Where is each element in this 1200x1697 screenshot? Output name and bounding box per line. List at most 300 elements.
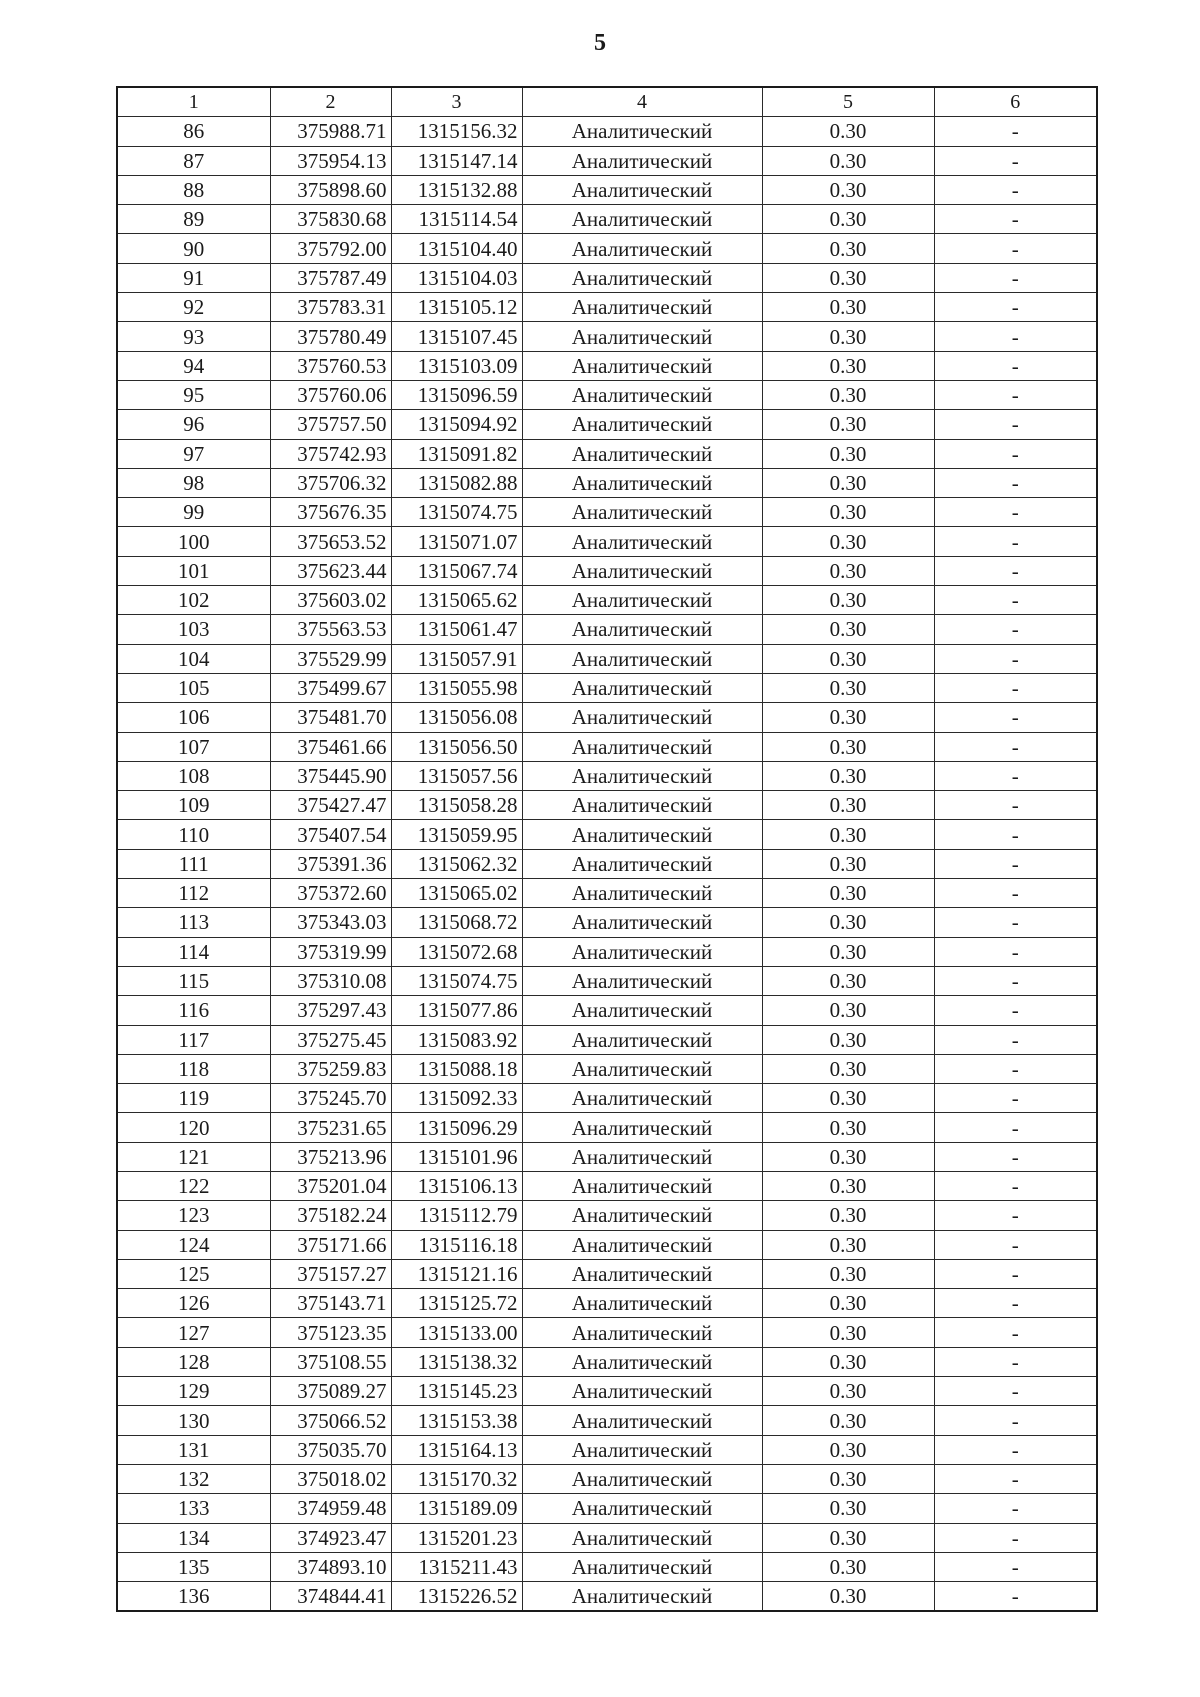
cell-y: 1315125.72 (391, 1289, 522, 1318)
cell-accuracy: 0.30 (762, 849, 934, 878)
cell-x: 375343.03 (270, 908, 391, 937)
cell-note: - (934, 1113, 1097, 1142)
cell-note: - (934, 1523, 1097, 1552)
cell-note: - (934, 908, 1097, 937)
table-row (117, 1113, 1097, 1142)
cell-method: Аналитический (522, 615, 762, 644)
cell-note: - (934, 879, 1097, 908)
table-row (117, 1582, 1097, 1612)
cell-method: Аналитический (522, 966, 762, 995)
cell-x: 375427.47 (270, 791, 391, 820)
table-row (117, 615, 1097, 644)
cell-note: - (934, 351, 1097, 380)
cell-note: - (934, 1259, 1097, 1288)
cell-point-number: 97 (117, 439, 270, 468)
cell-point-number: 86 (117, 117, 270, 146)
table-row (117, 820, 1097, 849)
cell-point-number: 92 (117, 293, 270, 322)
table-row (117, 879, 1097, 908)
cell-point-number: 112 (117, 879, 270, 908)
cell-accuracy: 0.30 (762, 703, 934, 732)
cell-note: - (934, 527, 1097, 556)
cell-note: - (934, 556, 1097, 585)
cell-accuracy: 0.30 (762, 468, 934, 497)
table-row (117, 1523, 1097, 1552)
cell-note: - (934, 966, 1097, 995)
cell-accuracy: 0.30 (762, 1582, 934, 1612)
cell-accuracy: 0.30 (762, 761, 934, 790)
cell-method: Аналитический (522, 644, 762, 673)
page-number: 5 (594, 30, 606, 56)
cell-note: - (934, 1025, 1097, 1054)
table-row (117, 1054, 1097, 1083)
cell-y: 1315133.00 (391, 1318, 522, 1347)
table-row (117, 1259, 1097, 1288)
cell-y: 1315145.23 (391, 1377, 522, 1406)
cell-accuracy: 0.30 (762, 117, 934, 146)
cell-method: Аналитический (522, 205, 762, 234)
cell-y: 1315114.54 (391, 205, 522, 234)
cell-method: Аналитический (522, 1347, 762, 1376)
cell-note: - (934, 380, 1097, 409)
cell-y: 1315071.07 (391, 527, 522, 556)
coordinates-table (116, 86, 1098, 1612)
header-cell-y: 3 (391, 87, 522, 117)
table-row (117, 146, 1097, 175)
cell-method: Аналитический (522, 1171, 762, 1200)
cell-x: 375391.36 (270, 849, 391, 878)
cell-point-number: 101 (117, 556, 270, 585)
cell-method: Аналитический (522, 1113, 762, 1142)
cell-y: 1315104.40 (391, 234, 522, 263)
cell-accuracy: 0.30 (762, 996, 934, 1025)
cell-accuracy: 0.30 (762, 644, 934, 673)
cell-note: - (934, 791, 1097, 820)
cell-method: Аналитический (522, 586, 762, 615)
cell-point-number: 113 (117, 908, 270, 937)
cell-point-number: 127 (117, 1318, 270, 1347)
cell-note: - (934, 498, 1097, 527)
header-cell-point-number: 1 (117, 87, 270, 117)
cell-note: - (934, 293, 1097, 322)
cell-note: - (934, 1406, 1097, 1435)
cell-point-number: 121 (117, 1142, 270, 1171)
cell-accuracy: 0.30 (762, 879, 934, 908)
cell-y: 1315065.62 (391, 586, 522, 615)
table-row (117, 1084, 1097, 1113)
cell-method: Аналитический (522, 146, 762, 175)
cell-note: - (934, 673, 1097, 702)
cell-accuracy: 0.30 (762, 615, 934, 644)
cell-note: - (934, 1289, 1097, 1318)
cell-method: Аналитический (522, 1552, 762, 1581)
cell-point-number: 111 (117, 849, 270, 878)
cell-point-number: 124 (117, 1230, 270, 1259)
cell-accuracy: 0.30 (762, 1025, 934, 1054)
cell-point-number: 100 (117, 527, 270, 556)
table-row (117, 175, 1097, 204)
table-row (117, 351, 1097, 380)
cell-point-number: 110 (117, 820, 270, 849)
cell-accuracy: 0.30 (762, 293, 934, 322)
table-row (117, 732, 1097, 761)
cell-point-number: 130 (117, 1406, 270, 1435)
cell-y: 1315092.33 (391, 1084, 522, 1113)
cell-x: 375787.49 (270, 263, 391, 292)
table-row (117, 761, 1097, 790)
cell-y: 1315132.88 (391, 175, 522, 204)
cell-method: Аналитический (522, 1494, 762, 1523)
cell-x: 375445.90 (270, 761, 391, 790)
cell-point-number: 89 (117, 205, 270, 234)
cell-accuracy: 0.30 (762, 1494, 934, 1523)
cell-accuracy: 0.30 (762, 439, 934, 468)
cell-note: - (934, 234, 1097, 263)
table-row (117, 1318, 1097, 1347)
cell-y: 1315147.14 (391, 146, 522, 175)
table-row (117, 1171, 1097, 1200)
cell-point-number: 95 (117, 380, 270, 409)
table-row (117, 1201, 1097, 1230)
cell-note: - (934, 1552, 1097, 1581)
cell-note: - (934, 849, 1097, 878)
cell-y: 1315106.13 (391, 1171, 522, 1200)
cell-y: 1315094.92 (391, 410, 522, 439)
cell-note: - (934, 1054, 1097, 1083)
table-row (117, 556, 1097, 585)
table-row (117, 498, 1097, 527)
cell-method: Аналитический (522, 468, 762, 497)
cell-y: 1315077.86 (391, 996, 522, 1025)
cell-point-number: 120 (117, 1113, 270, 1142)
cell-method: Аналитический (522, 879, 762, 908)
table-row (117, 996, 1097, 1025)
cell-y: 1315067.74 (391, 556, 522, 585)
cell-method: Аналитический (522, 703, 762, 732)
cell-accuracy: 0.30 (762, 146, 934, 175)
cell-note: - (934, 1084, 1097, 1113)
cell-point-number: 116 (117, 996, 270, 1025)
cell-point-number: 131 (117, 1435, 270, 1464)
cell-x: 375275.45 (270, 1025, 391, 1054)
cell-x: 375757.50 (270, 410, 391, 439)
cell-x: 375563.53 (270, 615, 391, 644)
cell-y: 1315164.13 (391, 1435, 522, 1464)
table-row (117, 1552, 1097, 1581)
cell-method: Аналитический (522, 791, 762, 820)
cell-x: 375245.70 (270, 1084, 391, 1113)
cell-accuracy: 0.30 (762, 1142, 934, 1171)
cell-x: 375157.27 (270, 1259, 391, 1288)
cell-method: Аналитический (522, 234, 762, 263)
table-row (117, 1230, 1097, 1259)
cell-x: 375123.35 (270, 1318, 391, 1347)
cell-point-number: 108 (117, 761, 270, 790)
cell-point-number: 98 (117, 468, 270, 497)
cell-note: - (934, 1377, 1097, 1406)
table-row (117, 439, 1097, 468)
cell-x: 374959.48 (270, 1494, 391, 1523)
cell-method: Аналитический (522, 117, 762, 146)
header-cell-accuracy: 5 (762, 87, 934, 117)
cell-x: 375603.02 (270, 586, 391, 615)
cell-accuracy: 0.30 (762, 1318, 934, 1347)
cell-x: 375623.44 (270, 556, 391, 585)
cell-point-number: 134 (117, 1523, 270, 1552)
cell-method: Аналитический (522, 673, 762, 702)
cell-y: 1315055.98 (391, 673, 522, 702)
cell-x: 375372.60 (270, 879, 391, 908)
cell-point-number: 128 (117, 1347, 270, 1376)
cell-method: Аналитический (522, 527, 762, 556)
cell-accuracy: 0.30 (762, 1113, 934, 1142)
cell-accuracy: 0.30 (762, 908, 934, 937)
cell-y: 1315056.50 (391, 732, 522, 761)
cell-x: 375213.96 (270, 1142, 391, 1171)
cell-x: 375143.71 (270, 1289, 391, 1318)
cell-method: Аналитический (522, 380, 762, 409)
table-row (117, 791, 1097, 820)
cell-point-number: 114 (117, 937, 270, 966)
cell-accuracy: 0.30 (762, 1406, 934, 1435)
cell-x: 375231.65 (270, 1113, 391, 1142)
cell-x: 375089.27 (270, 1377, 391, 1406)
cell-method: Аналитический (522, 1289, 762, 1318)
cell-note: - (934, 1230, 1097, 1259)
cell-note: - (934, 1435, 1097, 1464)
cell-x: 375783.31 (270, 293, 391, 322)
cell-accuracy: 0.30 (762, 175, 934, 204)
cell-note: - (934, 1171, 1097, 1200)
table-row (117, 468, 1097, 497)
cell-note: - (934, 1318, 1097, 1347)
cell-method: Аналитический (522, 996, 762, 1025)
cell-y: 1315189.09 (391, 1494, 522, 1523)
cell-y: 1315074.75 (391, 966, 522, 995)
cell-method: Аналитический (522, 1142, 762, 1171)
cell-accuracy: 0.30 (762, 322, 934, 351)
cell-y: 1315211.43 (391, 1552, 522, 1581)
cell-x: 375792.00 (270, 234, 391, 263)
cell-y: 1315065.02 (391, 879, 522, 908)
cell-note: - (934, 205, 1097, 234)
cell-x: 375529.99 (270, 644, 391, 673)
cell-y: 1315104.03 (391, 263, 522, 292)
cell-x: 375407.54 (270, 820, 391, 849)
cell-point-number: 96 (117, 410, 270, 439)
table-row (117, 293, 1097, 322)
cell-accuracy: 0.30 (762, 1435, 934, 1464)
cell-y: 1315059.95 (391, 820, 522, 849)
cell-note: - (934, 117, 1097, 146)
cell-accuracy: 0.30 (762, 1347, 934, 1376)
cell-point-number: 119 (117, 1084, 270, 1113)
cell-accuracy: 0.30 (762, 263, 934, 292)
cell-accuracy: 0.30 (762, 586, 934, 615)
cell-y: 1315105.12 (391, 293, 522, 322)
cell-point-number: 94 (117, 351, 270, 380)
cell-method: Аналитический (522, 761, 762, 790)
cell-method: Аналитический (522, 937, 762, 966)
table-row (117, 849, 1097, 878)
cell-point-number: 93 (117, 322, 270, 351)
cell-accuracy: 0.30 (762, 966, 934, 995)
cell-accuracy: 0.30 (762, 1377, 934, 1406)
table-header (117, 87, 1097, 117)
cell-note: - (934, 468, 1097, 497)
cell-point-number: 103 (117, 615, 270, 644)
cell-method: Аналитический (522, 439, 762, 468)
header-cell-x: 2 (270, 87, 391, 117)
cell-note: - (934, 322, 1097, 351)
table-row (117, 644, 1097, 673)
cell-note: - (934, 1582, 1097, 1612)
cell-method: Аналитический (522, 556, 762, 585)
cell-method: Аналитический (522, 1523, 762, 1552)
cell-method: Аналитический (522, 351, 762, 380)
cell-note: - (934, 439, 1097, 468)
cell-point-number: 122 (117, 1171, 270, 1200)
cell-x: 375830.68 (270, 205, 391, 234)
cell-y: 1315058.28 (391, 791, 522, 820)
cell-x: 375954.13 (270, 146, 391, 175)
cell-y: 1315101.96 (391, 1142, 522, 1171)
cell-accuracy: 0.30 (762, 1289, 934, 1318)
table-body (117, 117, 1097, 1612)
cell-point-number: 135 (117, 1552, 270, 1581)
cell-y: 1315226.52 (391, 1582, 522, 1612)
cell-method: Аналитический (522, 263, 762, 292)
cell-x: 375742.93 (270, 439, 391, 468)
cell-x: 375066.52 (270, 1406, 391, 1435)
cell-method: Аналитический (522, 1259, 762, 1288)
cell-accuracy: 0.30 (762, 937, 934, 966)
cell-method: Аналитический (522, 1464, 762, 1493)
cell-accuracy: 0.30 (762, 380, 934, 409)
cell-note: - (934, 1494, 1097, 1523)
cell-point-number: 123 (117, 1201, 270, 1230)
table-row (117, 1025, 1097, 1054)
table-row (117, 527, 1097, 556)
cell-point-number: 132 (117, 1464, 270, 1493)
cell-point-number: 90 (117, 234, 270, 263)
cell-accuracy: 0.30 (762, 673, 934, 702)
cell-y: 1315116.18 (391, 1230, 522, 1259)
cell-note: - (934, 615, 1097, 644)
cell-x: 375018.02 (270, 1464, 391, 1493)
cell-accuracy: 0.30 (762, 234, 934, 263)
cell-accuracy: 0.30 (762, 1464, 934, 1493)
cell-y: 1315061.47 (391, 615, 522, 644)
table-row (117, 1142, 1097, 1171)
cell-note: - (934, 1347, 1097, 1376)
cell-point-number: 87 (117, 146, 270, 175)
cell-point-number: 104 (117, 644, 270, 673)
cell-y: 1315074.75 (391, 498, 522, 527)
cell-point-number: 102 (117, 586, 270, 615)
table-row (117, 673, 1097, 702)
cell-x: 375108.55 (270, 1347, 391, 1376)
cell-y: 1315138.32 (391, 1347, 522, 1376)
cell-accuracy: 0.30 (762, 1552, 934, 1581)
cell-x: 374893.10 (270, 1552, 391, 1581)
cell-note: - (934, 644, 1097, 673)
table-row (117, 322, 1097, 351)
cell-method: Аналитический (522, 1201, 762, 1230)
cell-y: 1315091.82 (391, 439, 522, 468)
table-row (117, 205, 1097, 234)
cell-method: Аналитический (522, 1582, 762, 1612)
cell-method: Аналитический (522, 1406, 762, 1435)
cell-accuracy: 0.30 (762, 410, 934, 439)
cell-point-number: 133 (117, 1494, 270, 1523)
cell-y: 1315072.68 (391, 937, 522, 966)
cell-point-number: 88 (117, 175, 270, 204)
cell-point-number: 106 (117, 703, 270, 732)
cell-x: 375319.99 (270, 937, 391, 966)
cell-point-number: 99 (117, 498, 270, 527)
cell-method: Аналитический (522, 908, 762, 937)
cell-accuracy: 0.30 (762, 732, 934, 761)
cell-method: Аналитический (522, 1230, 762, 1259)
cell-x: 375171.66 (270, 1230, 391, 1259)
cell-method: Аналитический (522, 293, 762, 322)
cell-accuracy: 0.30 (762, 1054, 934, 1083)
cell-x: 375035.70 (270, 1435, 391, 1464)
cell-x: 375706.32 (270, 468, 391, 497)
cell-point-number: 126 (117, 1289, 270, 1318)
cell-method: Аналитический (522, 1025, 762, 1054)
cell-y: 1315057.91 (391, 644, 522, 673)
cell-y: 1315096.59 (391, 380, 522, 409)
cell-point-number: 107 (117, 732, 270, 761)
cell-note: - (934, 820, 1097, 849)
cell-x: 375676.35 (270, 498, 391, 527)
table-row (117, 703, 1097, 732)
cell-method: Аналитический (522, 1377, 762, 1406)
cell-y: 1315112.79 (391, 1201, 522, 1230)
cell-note: - (934, 586, 1097, 615)
cell-accuracy: 0.30 (762, 1259, 934, 1288)
cell-point-number: 115 (117, 966, 270, 995)
cell-point-number: 125 (117, 1259, 270, 1288)
cell-point-number: 91 (117, 263, 270, 292)
cell-accuracy: 0.30 (762, 1084, 934, 1113)
cell-note: - (934, 1201, 1097, 1230)
cell-point-number: 117 (117, 1025, 270, 1054)
cell-accuracy: 0.30 (762, 351, 934, 380)
cell-method: Аналитический (522, 498, 762, 527)
cell-accuracy: 0.30 (762, 1230, 934, 1259)
cell-note: - (934, 996, 1097, 1025)
cell-method: Аналитический (522, 175, 762, 204)
table-row (117, 1289, 1097, 1318)
cell-x: 375259.83 (270, 1054, 391, 1083)
cell-accuracy: 0.30 (762, 498, 934, 527)
cell-method: Аналитический (522, 849, 762, 878)
cell-note: - (934, 1464, 1097, 1493)
cell-x: 375461.66 (270, 732, 391, 761)
cell-y: 1315088.18 (391, 1054, 522, 1083)
cell-method: Аналитический (522, 732, 762, 761)
cell-point-number: 136 (117, 1582, 270, 1612)
cell-y: 1315103.09 (391, 351, 522, 380)
cell-x: 374923.47 (270, 1523, 391, 1552)
cell-accuracy: 0.30 (762, 556, 934, 585)
header-row (117, 87, 1097, 117)
cell-x: 375653.52 (270, 527, 391, 556)
table-row (117, 234, 1097, 263)
